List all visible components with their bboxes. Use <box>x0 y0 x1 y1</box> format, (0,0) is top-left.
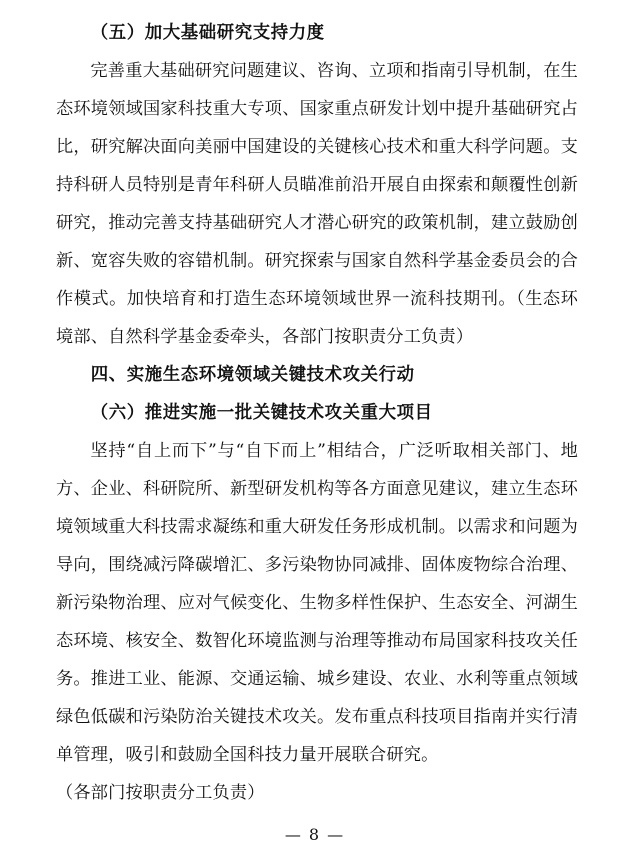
footer-right-dash: — <box>327 825 346 844</box>
heading-section-six: （六）推进实施一批关键技术攻关重大项目 <box>90 403 433 423</box>
paragraph-section-six-attribution: （各部门按职责分工负责） <box>56 783 265 803</box>
footer-left-dash: — <box>284 825 303 844</box>
page-footer <box>0 825 630 844</box>
heading-section-five: （五）加大基础研究支持力度 <box>90 23 325 43</box>
paragraph-section-six-body: 坚持“自上而下”与“自下而上”相结合，广泛听取相关部门、地方、企业、科研院所、新型研发机构等各方面意见建议，建立生态环境领域重大科技需求凝练和重大研发任务形成机制。以需求和问题为导向，围绕减污降碳增汇、多污染物协同减排、固体废物综合治理、新污染物治理、应对气候变化、生物多样性保护、生态安全、河湖生态环境、核安全、数智化环境监测与治理等推动布局国家科技攻关任务。推进工业、能源、交通运输、城乡建设、农业、水利等重点领域绿色低碳和污染防治关键技术攻关。发布重点科技项目指南并实行清单管理，吸引和鼓励全国科技力量开展联合研究。 <box>56 441 578 765</box>
paragraph-section-five-body: 完善重大基础研究问题建议、咨询、立项和指南引导机制，在生态环境领域国家科技重大专项、国家重点研发计划中提升基础研究占比，研究解决面向美丽中国建设的关键核心技术和重大科学问题。支持科研人员特别是青年科研人员瞄准前沿开展自由探索和颠覆性创新研究，推动完善支持基础研究人才潜心研究的政策机制，建立鼓励创新、宽容失败的容错机制。研究探索与国家自然科学基金委员会的合作模式。加快培育和打造生态环境领域世界一流科技期刊。（生态环境部、自然科学基金委牵头，各部门按职责分工负责） <box>56 61 578 347</box>
heading-section-four: 四、实施生态环境领域关键技术攻关行动 <box>90 365 415 385</box>
page-number: 8 <box>308 825 322 844</box>
document-body <box>56 14 578 812</box>
